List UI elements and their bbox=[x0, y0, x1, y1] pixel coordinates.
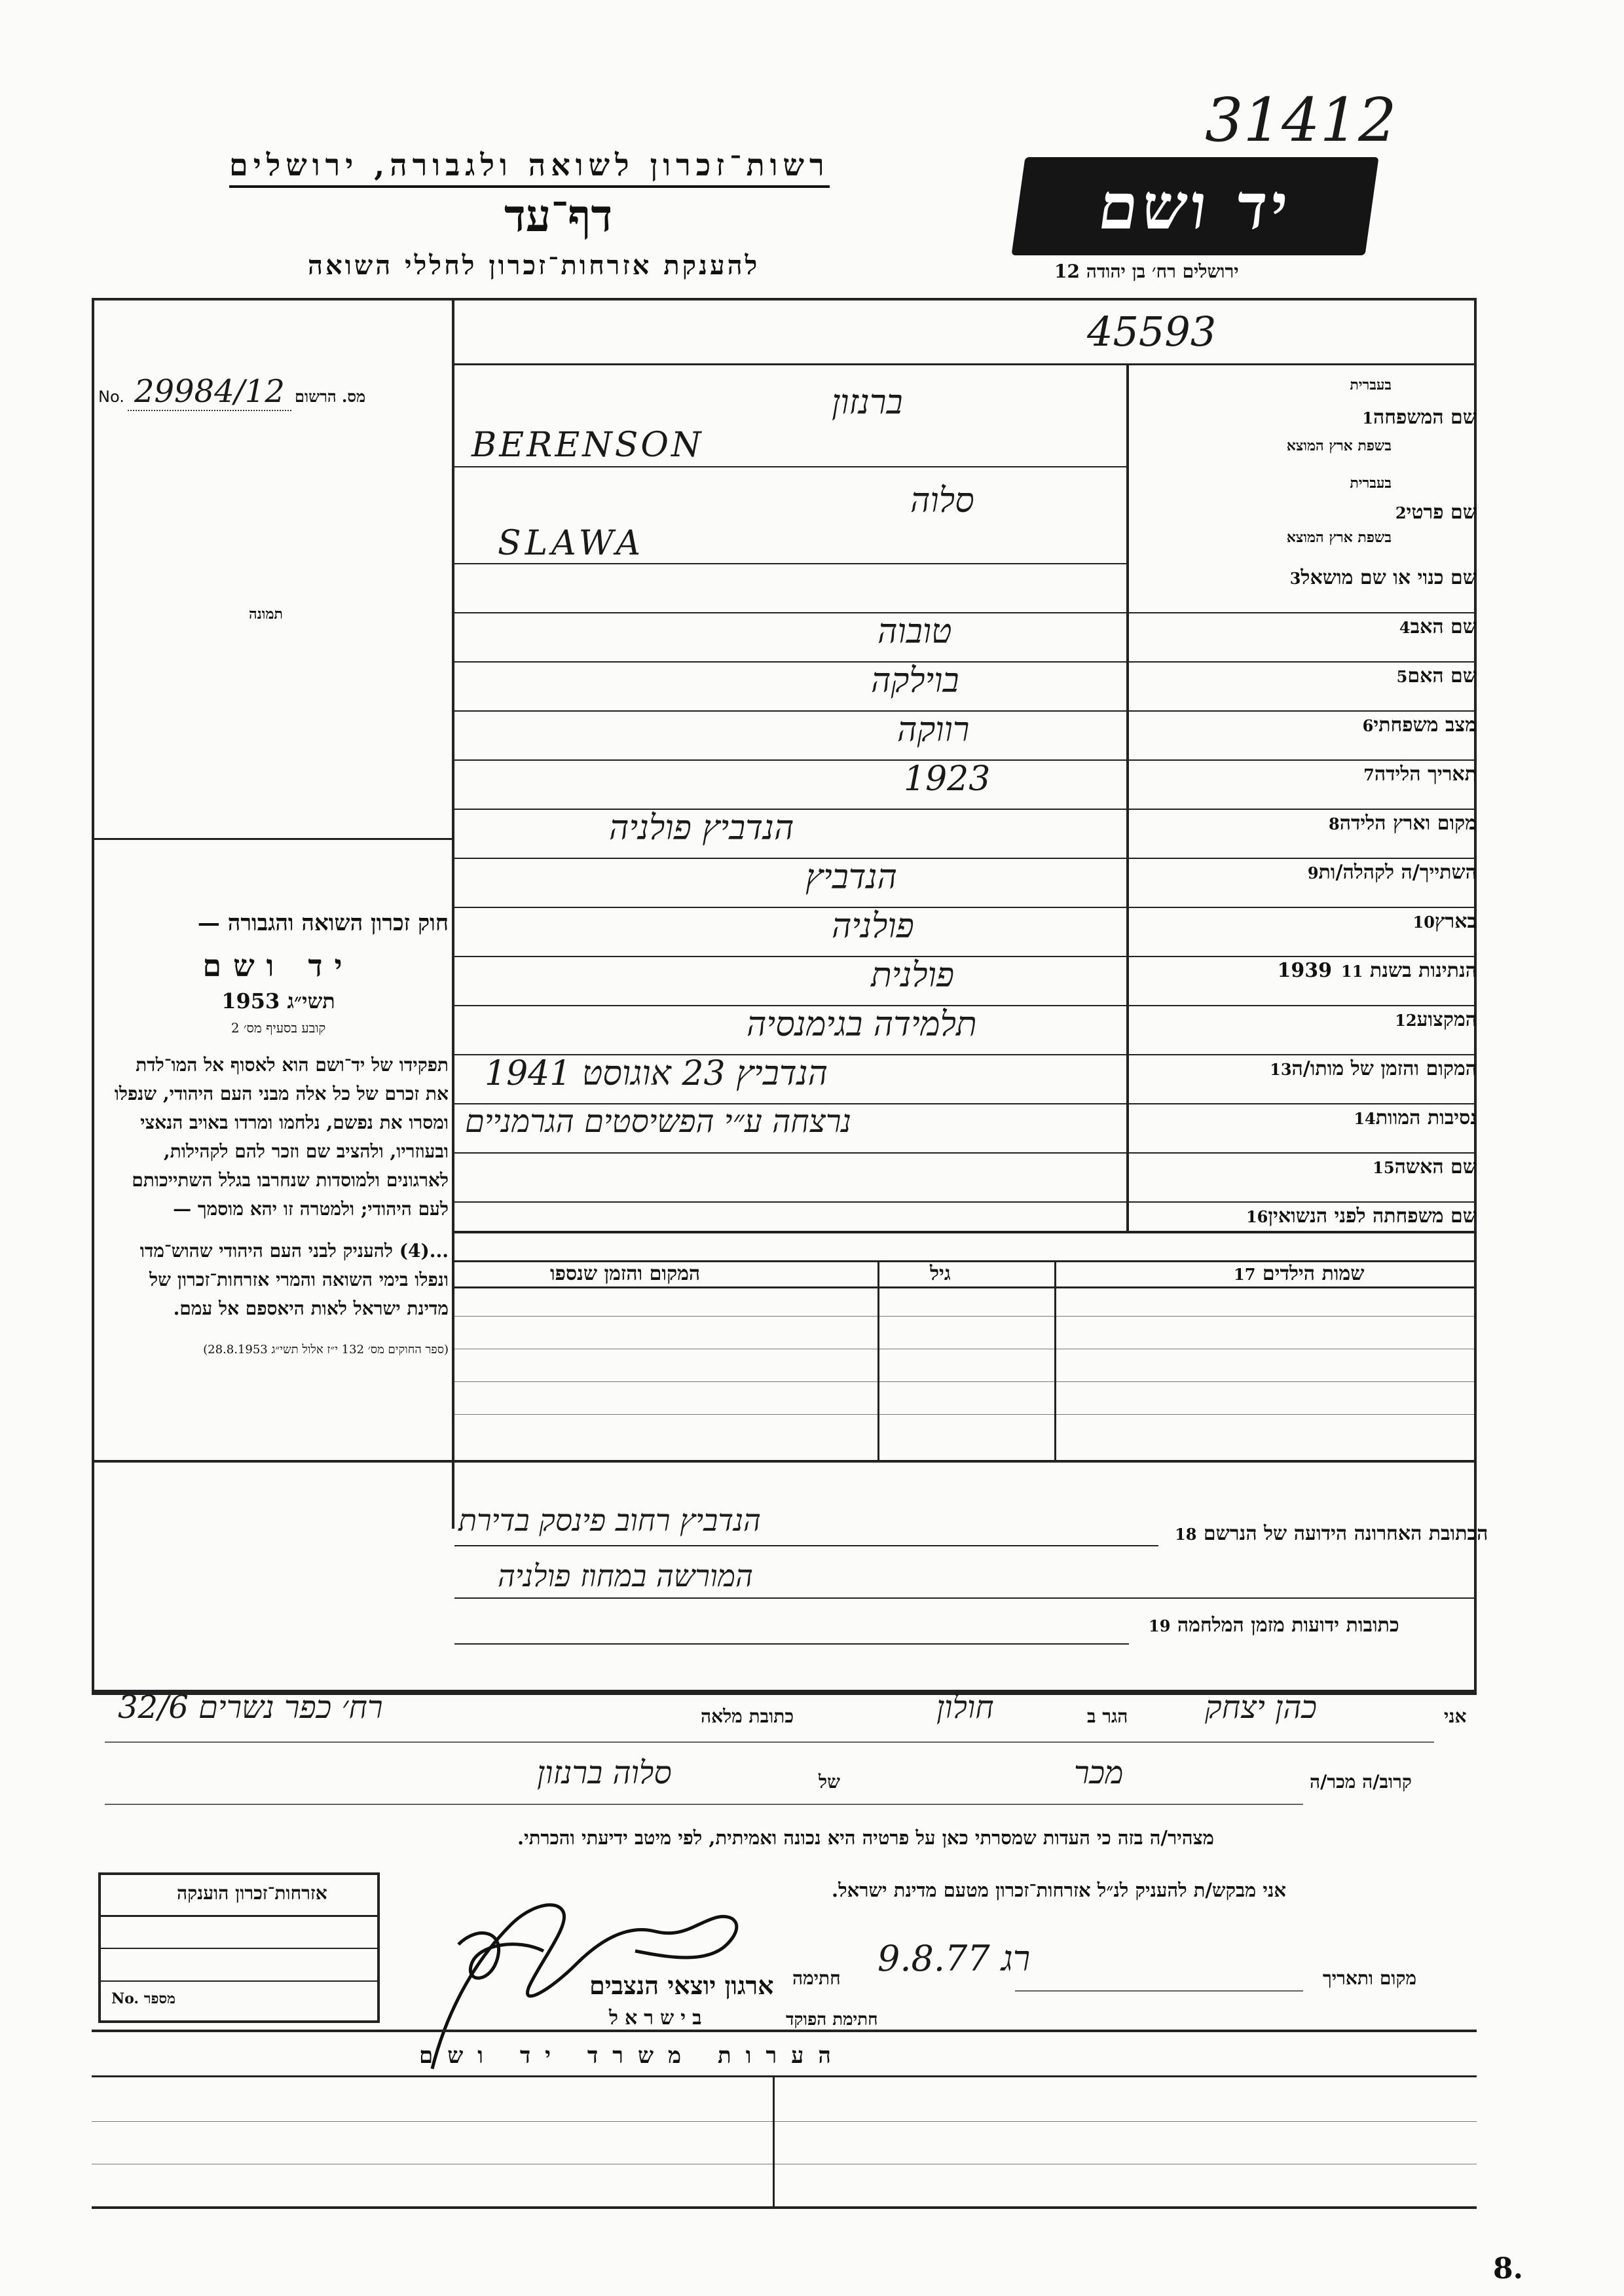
row-line-16 bbox=[454, 1231, 1477, 1233]
row-line-7 bbox=[454, 809, 1477, 810]
value-first-name-native: SLAWA bbox=[498, 524, 645, 563]
remarks-divider bbox=[773, 2075, 775, 2206]
divider-header-row bbox=[452, 363, 1477, 365]
value-marital: רווקה bbox=[897, 710, 970, 750]
decl-ani: אני bbox=[1444, 1705, 1467, 1727]
sheet-number: 45593 bbox=[1087, 308, 1217, 355]
row-line-14 bbox=[454, 1152, 1477, 1154]
comp-box-number: No. מספר bbox=[111, 1990, 176, 2007]
law-year: תשי״ג 1953 bbox=[221, 989, 335, 1013]
children-col-line-1 bbox=[1054, 1260, 1056, 1460]
form-subtitle: להענקת אזרחות־זכרון לחללי השואה bbox=[308, 250, 760, 281]
value-father: טובוה bbox=[877, 612, 952, 651]
comp-box-line-3 bbox=[98, 1980, 380, 1982]
row-line-8 bbox=[454, 858, 1477, 859]
citizenship-granted-title: אזרחות־זכרון הוענקה bbox=[177, 1882, 327, 1904]
remarks-bottom-line bbox=[92, 2206, 1477, 2209]
value-profession: תלמידה בגימנסיה bbox=[747, 1005, 977, 1044]
field-label-citizenship: הנתינות בשנת 193911 bbox=[1277, 959, 1477, 982]
sub-hebrew-1: בעברית bbox=[1350, 376, 1392, 393]
children-header-age: גיל bbox=[930, 1262, 951, 1285]
decl-signature-label: חתימה bbox=[792, 1967, 841, 1989]
field-label-last-address: הכתובת האחרונה הידועה של הנרשם 18 bbox=[1175, 1522, 1488, 1545]
field-label-family-name: שם המשפחה1 bbox=[1362, 406, 1477, 429]
sub-native-1: בשפת ארץ המוצא bbox=[1286, 437, 1392, 454]
photo-placeholder: תמונה bbox=[249, 606, 283, 623]
value-last-address-2: המורשה במחוז פולניה bbox=[498, 1558, 753, 1594]
decl-statement-1: מצהיר/ה בזה כי העדות שמסרתי כאן על פרטיה היא נכונה ואמיתית, לפי מיטב ידיעתי והכרתי. bbox=[517, 1827, 1214, 1849]
seal-country: בישראל bbox=[609, 2007, 709, 2030]
field-label-maiden-name: שם משפחתה לפני הנשואין16 bbox=[1246, 1205, 1477, 1228]
field-label-country: בארץ10 bbox=[1412, 910, 1477, 933]
law-clause: קובע בסעיף מס׳ 2 bbox=[231, 1020, 326, 1036]
value-family-name-native: BERENSON bbox=[471, 426, 704, 465]
field-labels bbox=[1126, 367, 1477, 1231]
comp-box-line-1 bbox=[98, 1915, 380, 1917]
logo-address: ירושלים רח׳ בן יהודה 12 bbox=[1054, 261, 1239, 282]
field-label-profession: המקצוע12 bbox=[1395, 1008, 1477, 1031]
law-excerpt bbox=[108, 910, 449, 1357]
form-title: דף־עד bbox=[504, 190, 613, 242]
field-label-wartime-addresses: כתובות ידועות מזמן המלחמה 19 bbox=[1149, 1614, 1399, 1637]
law-body-1: תפקידו של יד־ושם הוא לאסוף אל המו־לדת את זכרם של כל אלה מבני העם היהודי, שנפלו ומסרו את נפשם, נלחמו ומרדו באויב הנאצי ובעוזריו, ולהציב שם וזכר להם לקהילות, לארגונים ולמוסדות שנחרבו בגלל השתייכותם לעם היהודי; ולמטרה זו יהא מוסמך — bbox=[114, 1054, 449, 1220]
decl-line-2 bbox=[105, 1804, 1303, 1805]
row-line-2 bbox=[454, 563, 1126, 564]
decl-street: רח׳ כפר נשרים 32/6 bbox=[118, 1689, 383, 1726]
registration-value: 29984/12 bbox=[128, 373, 291, 411]
field-label-death-circumstances: נסיבות המוות14 bbox=[1354, 1106, 1477, 1129]
divider-photo-column bbox=[452, 298, 454, 1529]
row-line-10 bbox=[454, 956, 1477, 957]
decl-relative-label: קרוב/ה מכר/ה bbox=[1310, 1771, 1412, 1793]
row-line-3 bbox=[454, 612, 1477, 613]
registration-label: מס. הרשום bbox=[294, 387, 366, 406]
field-label-mother: שם האם5 bbox=[1396, 665, 1477, 687]
yad-vashem-logo bbox=[1011, 157, 1378, 255]
children-row-1 bbox=[454, 1316, 1477, 1317]
decl-resides-in: הגר ב bbox=[1087, 1705, 1128, 1727]
value-mother: בוילקה bbox=[871, 661, 959, 701]
value-last-address-1: הנדביץ רחוב פינסק בדירת bbox=[458, 1503, 761, 1538]
field-label-first-name: שם פרטי2 bbox=[1395, 501, 1477, 524]
decl-officer-label: חתימת הפוקד bbox=[786, 2010, 878, 2030]
address-line-3 bbox=[454, 1643, 1129, 1645]
row-line-4 bbox=[454, 661, 1477, 663]
remarks-line-2 bbox=[92, 2121, 1477, 2122]
law-body-2: ...(4) להעניק לבני העם היהודי שהוש־מדו ונפלו בימי השואה והמרי אזרחות־זכרון של מדינת ישראל לאות היאספם אל עמם. bbox=[139, 1240, 449, 1319]
field-label-marital: מצב משפחתי6 bbox=[1362, 714, 1477, 737]
remarks-title: הערות משרד יד ושם bbox=[419, 2043, 845, 2069]
decl-city: חולון bbox=[936, 1689, 994, 1726]
law-reference: (ספר החוקים מס׳ 132 י״ז אלול תשי״ג 28.8.1953) bbox=[203, 1343, 449, 1357]
children-header-place-time: המקום והזמן שנספו bbox=[550, 1262, 701, 1285]
decl-line-1 bbox=[105, 1741, 1434, 1743]
logo-text: יד ושם bbox=[1094, 169, 1297, 244]
decl-line-3 bbox=[1015, 1990, 1303, 1992]
decl-place-date-value: רג 9.8.77 bbox=[877, 1938, 1031, 1979]
sub-native-2: בשפת ארץ המוצא bbox=[1286, 529, 1392, 546]
sub-hebrew-2: בעברית bbox=[1350, 475, 1392, 492]
value-community: הנדביץ bbox=[805, 858, 898, 897]
address-line-1 bbox=[454, 1545, 1158, 1546]
value-country: פולניה bbox=[832, 907, 914, 946]
decl-full-address-label: כתובת מלאה bbox=[701, 1705, 794, 1727]
children-row-3 bbox=[454, 1381, 1477, 1382]
document-number: 31412 bbox=[1205, 85, 1397, 155]
authority-line: רשות־זכרון לשואה ולגבורה, ירושלים bbox=[229, 147, 830, 188]
children-col-line-2 bbox=[877, 1260, 879, 1460]
law-name: יד ושם bbox=[202, 948, 354, 983]
decl-statement-2: אני מבקש/ת להעניק לנ״ל אזרחות־זכרון מטעם מדינת ישראל. bbox=[832, 1879, 1286, 1901]
field-label-nickname: שם כנוי או שם מושאל3 bbox=[1289, 566, 1477, 589]
decl-deceased: סלוה ברנזון bbox=[537, 1755, 672, 1791]
value-death-circumstances: נרצחה ע״י הפשיסטים הגרמניים bbox=[465, 1103, 852, 1140]
page-mark: 8. bbox=[1493, 2252, 1523, 2286]
field-label-death-place: המקום והזמן של מותו/ה13 bbox=[1270, 1057, 1477, 1080]
field-label-father: שם האב4 bbox=[1399, 615, 1477, 638]
signature-stroke-2 bbox=[458, 1933, 544, 1978]
decl-name: כהן יצחק bbox=[1205, 1689, 1317, 1726]
decl-relation: מכר bbox=[1074, 1755, 1124, 1791]
row-line-1 bbox=[454, 466, 1126, 467]
value-birth-date: 1923 bbox=[904, 759, 991, 799]
registration-number bbox=[98, 373, 445, 410]
value-citizenship: פולנית bbox=[871, 956, 955, 995]
children-header-line bbox=[454, 1286, 1477, 1288]
row-line-9 bbox=[454, 907, 1477, 908]
field-label-community: השתייך/ה לקהלה/ות9 bbox=[1307, 861, 1477, 884]
remarks-line-1 bbox=[92, 2075, 1477, 2077]
address-line-2 bbox=[454, 1597, 1477, 1599]
law-title: חוק זכרון השואה והגבורה — bbox=[197, 910, 449, 936]
field-label-birth-date: תאריך הלידה7 bbox=[1363, 763, 1477, 786]
seal-organization: ארגון יוצאי הנצבים bbox=[589, 1971, 774, 2000]
remarks-top-line bbox=[92, 2030, 1477, 2032]
value-birth-place: הנדביץ פולניה bbox=[609, 809, 794, 848]
field-label-wife: שם האשה15 bbox=[1373, 1156, 1477, 1178]
children-header-names: שמות הילדים 17 bbox=[1234, 1262, 1365, 1285]
value-family-name-hebrew: ברנזון bbox=[832, 383, 903, 422]
row-line-15 bbox=[454, 1201, 1477, 1203]
comp-box-line-2 bbox=[98, 1948, 380, 1949]
value-first-name-hebrew: סלוה bbox=[910, 481, 974, 520]
divider-photo-box bbox=[92, 838, 452, 840]
decl-of-label: של bbox=[819, 1771, 840, 1793]
registration-prefix: No. bbox=[98, 388, 124, 406]
children-row-4 bbox=[454, 1414, 1477, 1415]
children-bottom-line bbox=[92, 1460, 1477, 1463]
field-label-birth-place: מקום וארץ הלידה8 bbox=[1329, 812, 1477, 835]
decl-place-date-label: מקום ותאריך bbox=[1323, 1967, 1417, 1989]
value-death-place: הנדביץ 23 אוגוסט 1941 bbox=[485, 1054, 828, 1093]
